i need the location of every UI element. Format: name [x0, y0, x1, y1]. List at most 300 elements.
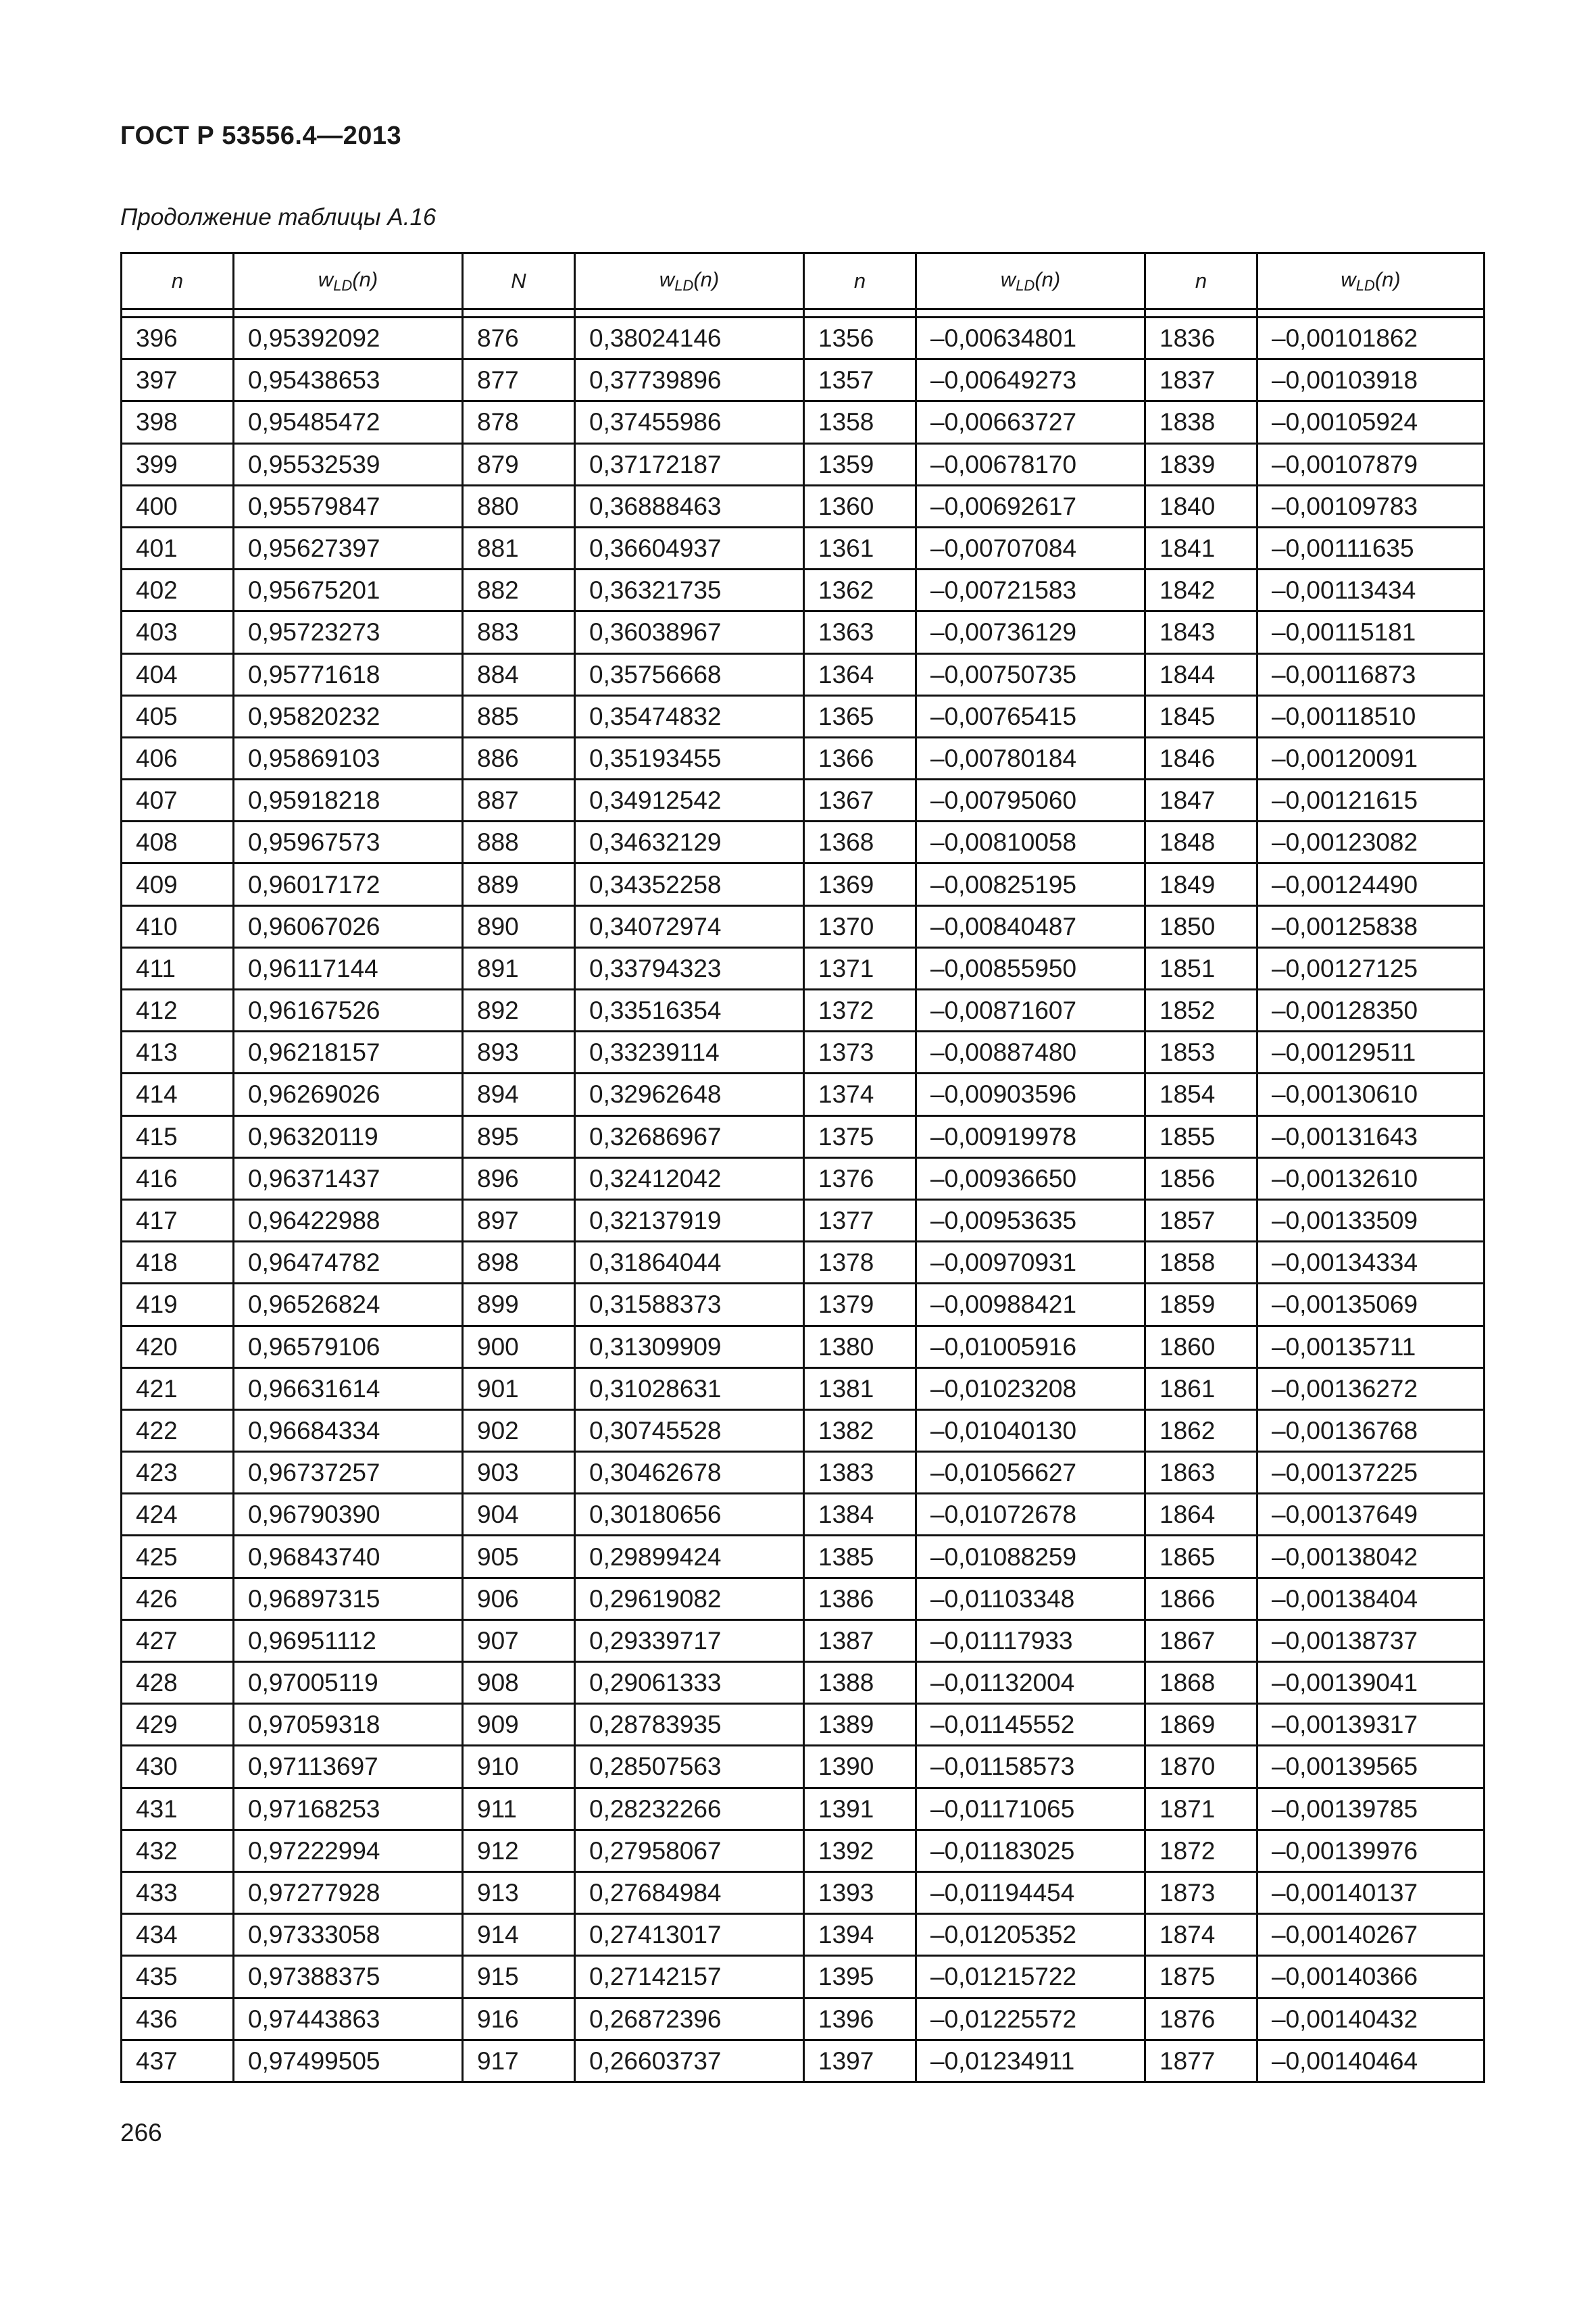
index-cell: 1863 — [1145, 1452, 1257, 1494]
index-cell: 877 — [463, 359, 575, 401]
index-cell: 1856 — [1145, 1157, 1257, 1199]
value-cell: –0,00140366 — [1257, 1956, 1485, 1998]
value-cell: 0,34632129 — [575, 822, 804, 863]
table-row — [122, 485, 1485, 527]
value-cell: 0,97277928 — [234, 1871, 463, 1913]
value-cell: 0,96371437 — [234, 1157, 463, 1199]
value-cell: 0,27958067 — [575, 1830, 804, 1871]
column-header-label: w — [659, 268, 675, 291]
value-cell: –0,01005916 — [916, 1326, 1145, 1367]
index-cell: 899 — [463, 1284, 575, 1326]
value-cell: 0,96526824 — [234, 1284, 463, 1326]
column-header-1 — [234, 253, 463, 309]
index-cell: 1847 — [1145, 780, 1257, 822]
table-row — [122, 1956, 1485, 1998]
value-cell: –0,00135069 — [1257, 1284, 1485, 1326]
index-cell: 902 — [463, 1409, 575, 1451]
index-cell: 880 — [463, 485, 575, 527]
index-cell: 888 — [463, 822, 575, 863]
table-row — [122, 1536, 1485, 1578]
value-cell: –0,00988421 — [916, 1284, 1145, 1326]
table-row — [122, 527, 1485, 569]
value-cell: –0,00919978 — [916, 1115, 1145, 1157]
index-cell: 415 — [122, 1115, 234, 1157]
value-cell: –0,00113434 — [1257, 570, 1485, 611]
value-cell: 0,38024146 — [575, 318, 804, 359]
column-header-7 — [1257, 253, 1485, 309]
index-cell: 1838 — [1145, 401, 1257, 443]
table-row — [122, 1284, 1485, 1326]
value-cell: –0,00936650 — [916, 1157, 1145, 1199]
value-cell: –0,01158573 — [916, 1746, 1145, 1788]
value-cell: –0,00127125 — [1257, 947, 1485, 989]
value-cell: –0,01183025 — [916, 1830, 1145, 1871]
index-cell: 890 — [463, 905, 575, 947]
value-cell: –0,00678170 — [916, 443, 1145, 485]
index-cell: 1382 — [804, 1409, 916, 1451]
value-cell: 0,26872396 — [575, 1998, 804, 2040]
value-cell: 0,96631614 — [234, 1367, 463, 1409]
index-cell: 904 — [463, 1494, 575, 1536]
index-cell: 913 — [463, 1871, 575, 1913]
index-cell: 419 — [122, 1284, 234, 1326]
value-cell: –0,00855950 — [916, 947, 1145, 989]
index-cell: 435 — [122, 1956, 234, 1998]
value-cell: –0,00138042 — [1257, 1536, 1485, 1578]
index-cell: 917 — [463, 2040, 575, 2082]
index-cell: 1380 — [804, 1326, 916, 1367]
index-cell: 1843 — [1145, 611, 1257, 653]
value-cell: 0,95485472 — [234, 401, 463, 443]
value-cell: –0,00750735 — [916, 653, 1145, 695]
index-cell: 897 — [463, 1199, 575, 1241]
value-cell: –0,00139317 — [1257, 1704, 1485, 1746]
column-header-6 — [1145, 253, 1257, 309]
index-cell: 878 — [463, 401, 575, 443]
index-cell: 1862 — [1145, 1409, 1257, 1451]
index-cell: 885 — [463, 695, 575, 737]
column-header-label: n — [1195, 269, 1207, 293]
column-header-argument: (n) — [352, 268, 378, 291]
value-cell: –0,00736129 — [916, 611, 1145, 653]
value-cell: –0,00130610 — [1257, 1074, 1485, 1115]
value-cell: 0,29339717 — [575, 1619, 804, 1661]
value-cell: –0,00139565 — [1257, 1746, 1485, 1788]
index-cell: 1850 — [1145, 905, 1257, 947]
value-cell: 0,97388375 — [234, 1956, 463, 1998]
index-cell: 1391 — [804, 1788, 916, 1830]
table-row — [122, 1032, 1485, 1074]
table-row — [122, 2040, 1485, 2082]
table-row — [122, 990, 1485, 1032]
value-cell: –0,00105924 — [1257, 401, 1485, 443]
table-row — [122, 1662, 1485, 1704]
value-cell: 0,37172187 — [575, 443, 804, 485]
column-header-subscript: LD — [1016, 277, 1035, 294]
index-cell: 1855 — [1145, 1115, 1257, 1157]
table-row — [122, 1619, 1485, 1661]
index-cell: 1379 — [804, 1284, 916, 1326]
index-cell: 1868 — [1145, 1662, 1257, 1704]
value-cell: 0,29899424 — [575, 1536, 804, 1578]
index-cell: 1869 — [1145, 1704, 1257, 1746]
value-cell: –0,01088259 — [916, 1536, 1145, 1578]
index-cell: 1867 — [1145, 1619, 1257, 1661]
value-cell: 0,31864044 — [575, 1242, 804, 1284]
value-cell: –0,00115181 — [1257, 611, 1485, 653]
value-cell: –0,00128350 — [1257, 990, 1485, 1032]
value-cell: 0,96897315 — [234, 1578, 463, 1619]
value-cell: –0,00101862 — [1257, 318, 1485, 359]
value-cell: –0,00109783 — [1257, 485, 1485, 527]
index-cell: 1841 — [1145, 527, 1257, 569]
document-header: ГОСТ Р 53556.4—2013 — [120, 122, 402, 150]
value-cell: –0,01225572 — [916, 1998, 1145, 2040]
table-row — [122, 1494, 1485, 1536]
index-cell: 432 — [122, 1830, 234, 1871]
data-table — [120, 252, 1485, 2083]
table-row — [122, 570, 1485, 611]
value-cell: 0,95532539 — [234, 443, 463, 485]
value-cell: –0,00132610 — [1257, 1157, 1485, 1199]
index-cell: 1357 — [804, 359, 916, 401]
index-cell: 426 — [122, 1578, 234, 1619]
value-cell: 0,27142157 — [575, 1956, 804, 1998]
value-cell: 0,96737257 — [234, 1452, 463, 1494]
index-cell: 1371 — [804, 947, 916, 989]
value-cell: –0,00810058 — [916, 822, 1145, 863]
index-cell: 911 — [463, 1788, 575, 1830]
value-cell: –0,00140137 — [1257, 1871, 1485, 1913]
value-cell: –0,01194454 — [916, 1871, 1145, 1913]
table-row — [122, 443, 1485, 485]
value-cell: –0,00129511 — [1257, 1032, 1485, 1074]
index-cell: 887 — [463, 780, 575, 822]
value-cell: 0,95675201 — [234, 570, 463, 611]
index-cell: 1373 — [804, 1032, 916, 1074]
value-cell: 0,36604937 — [575, 527, 804, 569]
table-row — [122, 695, 1485, 737]
value-cell: 0,97222994 — [234, 1830, 463, 1871]
index-cell: 416 — [122, 1157, 234, 1199]
index-cell: 1842 — [1145, 570, 1257, 611]
value-cell: –0,00123082 — [1257, 822, 1485, 863]
column-header-0 — [122, 253, 234, 309]
value-cell: –0,01145552 — [916, 1704, 1145, 1746]
value-cell: 0,96843740 — [234, 1536, 463, 1578]
value-cell: –0,00137225 — [1257, 1452, 1485, 1494]
index-cell: 883 — [463, 611, 575, 653]
index-cell: 1837 — [1145, 359, 1257, 401]
index-cell: 1366 — [804, 737, 916, 779]
index-cell: 1846 — [1145, 737, 1257, 779]
column-header-subscript: LD — [1355, 277, 1375, 294]
table-row — [122, 1367, 1485, 1409]
value-cell: –0,00780184 — [916, 737, 1145, 779]
value-cell: 0,96269026 — [234, 1074, 463, 1115]
index-cell: 408 — [122, 822, 234, 863]
index-cell: 891 — [463, 947, 575, 989]
index-cell: 1840 — [1145, 485, 1257, 527]
index-cell: 1374 — [804, 1074, 916, 1115]
value-cell: 0,95723273 — [234, 611, 463, 653]
index-cell: 433 — [122, 1871, 234, 1913]
value-cell: 0,32962648 — [575, 1074, 804, 1115]
value-cell: –0,00795060 — [916, 780, 1145, 822]
value-cell: –0,00111635 — [1257, 527, 1485, 569]
value-cell: –0,00124490 — [1257, 863, 1485, 905]
index-cell: 1874 — [1145, 1914, 1257, 1956]
value-cell: 0,97059318 — [234, 1704, 463, 1746]
value-cell: –0,00825195 — [916, 863, 1145, 905]
index-cell: 909 — [463, 1704, 575, 1746]
table-row — [122, 780, 1485, 822]
index-cell: 407 — [122, 780, 234, 822]
value-cell: –0,00887480 — [916, 1032, 1145, 1074]
index-cell: 1853 — [1145, 1032, 1257, 1074]
value-cell: –0,00136768 — [1257, 1409, 1485, 1451]
index-cell: 409 — [122, 863, 234, 905]
index-cell: 1872 — [1145, 1830, 1257, 1871]
value-cell: 0,35756668 — [575, 653, 804, 695]
index-cell: 436 — [122, 1998, 234, 2040]
value-cell: 0,27413017 — [575, 1914, 804, 1956]
value-cell: 0,96684334 — [234, 1409, 463, 1451]
value-cell: 0,96951112 — [234, 1619, 463, 1661]
table-row — [122, 905, 1485, 947]
table-row — [122, 863, 1485, 905]
index-cell: 1866 — [1145, 1578, 1257, 1619]
index-cell: 889 — [463, 863, 575, 905]
column-header-argument: (n) — [1034, 268, 1061, 291]
index-cell: 1368 — [804, 822, 916, 863]
index-cell: 421 — [122, 1367, 234, 1409]
column-header-label: w — [1000, 268, 1016, 291]
value-cell: 0,96067026 — [234, 905, 463, 947]
column-header-5 — [916, 253, 1145, 309]
index-cell: 906 — [463, 1578, 575, 1619]
index-cell: 1378 — [804, 1242, 916, 1284]
value-cell: 0,32686967 — [575, 1115, 804, 1157]
value-cell: 0,96017172 — [234, 863, 463, 905]
value-cell: –0,00140464 — [1257, 2040, 1485, 2082]
value-cell: 0,97443863 — [234, 1998, 463, 2040]
column-header-label: n — [171, 269, 184, 293]
table-row — [122, 318, 1485, 359]
value-cell: 0,36321735 — [575, 570, 804, 611]
value-cell: 0,37739896 — [575, 359, 804, 401]
index-cell: 879 — [463, 443, 575, 485]
index-cell: 1859 — [1145, 1284, 1257, 1326]
value-cell: 0,28507563 — [575, 1746, 804, 1788]
column-header-label: w — [318, 268, 334, 291]
value-cell: –0,01132004 — [916, 1662, 1145, 1704]
value-cell: 0,34072974 — [575, 905, 804, 947]
column-header-argument: (n) — [693, 268, 720, 291]
column-header-4 — [804, 253, 916, 309]
table-row — [122, 947, 1485, 989]
table-row — [122, 1998, 1485, 2040]
column-header-label: n — [853, 269, 866, 293]
index-cell: 1875 — [1145, 1956, 1257, 1998]
value-cell: 0,95392092 — [234, 318, 463, 359]
value-cell: 0,95579847 — [234, 485, 463, 527]
index-cell: 427 — [122, 1619, 234, 1661]
index-cell: 430 — [122, 1746, 234, 1788]
value-cell: 0,96790390 — [234, 1494, 463, 1536]
index-cell: 1851 — [1145, 947, 1257, 989]
value-cell: –0,00663727 — [916, 401, 1145, 443]
value-cell: –0,00765415 — [916, 695, 1145, 737]
index-cell: 1392 — [804, 1830, 916, 1871]
index-cell: 882 — [463, 570, 575, 611]
value-cell: 0,34912542 — [575, 780, 804, 822]
index-cell: 903 — [463, 1452, 575, 1494]
value-cell: –0,00140267 — [1257, 1914, 1485, 1956]
value-cell: –0,00131643 — [1257, 1115, 1485, 1157]
index-cell: 434 — [122, 1914, 234, 1956]
column-header-3 — [575, 253, 804, 309]
index-cell: 892 — [463, 990, 575, 1032]
page-number: 266 — [120, 2119, 162, 2146]
value-cell: 0,95918218 — [234, 780, 463, 822]
value-cell: –0,01072678 — [916, 1494, 1145, 1536]
value-cell: –0,00116873 — [1257, 653, 1485, 695]
value-cell: –0,00137649 — [1257, 1494, 1485, 1536]
table-row — [122, 1830, 1485, 1871]
index-cell: 403 — [122, 611, 234, 653]
index-cell: 1854 — [1145, 1074, 1257, 1115]
index-cell: 1375 — [804, 1115, 916, 1157]
index-cell: 896 — [463, 1157, 575, 1199]
value-cell: 0,96218157 — [234, 1032, 463, 1074]
value-cell: –0,00871607 — [916, 990, 1145, 1032]
value-cell: 0,35193455 — [575, 737, 804, 779]
value-cell: –0,00134334 — [1257, 1242, 1485, 1284]
value-cell: 0,37455986 — [575, 401, 804, 443]
column-header-argument: (n) — [1374, 268, 1401, 291]
value-cell: 0,34352258 — [575, 863, 804, 905]
value-cell: –0,00107879 — [1257, 443, 1485, 485]
index-cell: 428 — [122, 1662, 234, 1704]
index-cell: 1372 — [804, 990, 916, 1032]
value-cell: 0,95771618 — [234, 653, 463, 695]
value-cell: 0,96422988 — [234, 1199, 463, 1241]
value-cell: 0,27684984 — [575, 1871, 804, 1913]
index-cell: 1848 — [1145, 822, 1257, 863]
value-cell: 0,95627397 — [234, 527, 463, 569]
index-cell: 1388 — [804, 1662, 916, 1704]
index-cell: 900 — [463, 1326, 575, 1367]
value-cell: 0,32412042 — [575, 1157, 804, 1199]
table-row — [122, 611, 1485, 653]
value-cell: 0,97005119 — [234, 1662, 463, 1704]
index-cell: 1852 — [1145, 990, 1257, 1032]
value-cell: –0,00120091 — [1257, 737, 1485, 779]
value-cell: –0,00125838 — [1257, 905, 1485, 947]
table-row — [122, 359, 1485, 401]
value-cell: –0,01205352 — [916, 1914, 1145, 1956]
value-cell: –0,01171065 — [916, 1788, 1145, 1830]
value-cell: 0,97113697 — [234, 1746, 463, 1788]
value-cell: 0,30745528 — [575, 1409, 804, 1451]
value-cell: –0,00138737 — [1257, 1619, 1485, 1661]
index-cell: 1844 — [1145, 653, 1257, 695]
table-row — [122, 1199, 1485, 1241]
index-cell: 916 — [463, 1998, 575, 2040]
table-caption: Продолжение таблицы А.16 — [120, 204, 437, 230]
value-cell: –0,00721583 — [916, 570, 1145, 611]
value-cell: –0,00135711 — [1257, 1326, 1485, 1367]
index-cell: 876 — [463, 318, 575, 359]
value-cell: –0,00840487 — [916, 905, 1145, 947]
index-cell: 886 — [463, 737, 575, 779]
value-cell: 0,30180656 — [575, 1494, 804, 1536]
index-cell: 1384 — [804, 1494, 916, 1536]
value-cell: –0,01056627 — [916, 1452, 1145, 1494]
index-cell: 1870 — [1145, 1746, 1257, 1788]
index-cell: 1389 — [804, 1704, 916, 1746]
value-cell: 0,33516354 — [575, 990, 804, 1032]
index-cell: 1839 — [1145, 443, 1257, 485]
index-cell: 1860 — [1145, 1326, 1257, 1367]
table-row — [122, 1704, 1485, 1746]
value-cell: 0,96474782 — [234, 1242, 463, 1284]
table-row — [122, 1326, 1485, 1367]
index-cell: 908 — [463, 1662, 575, 1704]
value-cell: 0,26603737 — [575, 2040, 804, 2082]
value-cell: –0,01040130 — [916, 1409, 1145, 1451]
table-row — [122, 1578, 1485, 1619]
value-cell: 0,31588373 — [575, 1284, 804, 1326]
index-cell: 1865 — [1145, 1536, 1257, 1578]
index-cell: 1386 — [804, 1578, 916, 1619]
index-cell: 1397 — [804, 2040, 916, 2082]
table-row — [122, 1746, 1485, 1788]
index-cell: 399 — [122, 443, 234, 485]
value-cell: 0,31028631 — [575, 1367, 804, 1409]
column-header-label: N — [511, 269, 526, 293]
value-cell: 0,33239114 — [575, 1032, 804, 1074]
table-row — [122, 1788, 1485, 1830]
value-cell: –0,00140432 — [1257, 1998, 1485, 2040]
index-cell: 417 — [122, 1199, 234, 1241]
index-cell: 1365 — [804, 695, 916, 737]
value-cell: –0,00953635 — [916, 1199, 1145, 1241]
index-cell: 397 — [122, 359, 234, 401]
value-cell: 0,97499505 — [234, 2040, 463, 2082]
table-header — [122, 253, 1485, 318]
column-header-subscript: LD — [674, 277, 694, 294]
index-cell: 1873 — [1145, 1871, 1257, 1913]
value-cell: 0,95967573 — [234, 822, 463, 863]
table-row — [122, 653, 1485, 695]
index-cell: 1361 — [804, 527, 916, 569]
column-header-subscript: LD — [333, 277, 353, 294]
value-cell: 0,96167526 — [234, 990, 463, 1032]
value-cell: 0,32137919 — [575, 1199, 804, 1241]
index-cell: 1377 — [804, 1199, 916, 1241]
table-row — [122, 1115, 1485, 1157]
index-cell: 901 — [463, 1367, 575, 1409]
index-cell: 1356 — [804, 318, 916, 359]
index-cell: 884 — [463, 653, 575, 695]
table-row — [122, 1074, 1485, 1115]
index-cell: 410 — [122, 905, 234, 947]
index-cell: 912 — [463, 1830, 575, 1871]
value-cell: –0,01103348 — [916, 1578, 1145, 1619]
index-cell: 1876 — [1145, 1998, 1257, 2040]
